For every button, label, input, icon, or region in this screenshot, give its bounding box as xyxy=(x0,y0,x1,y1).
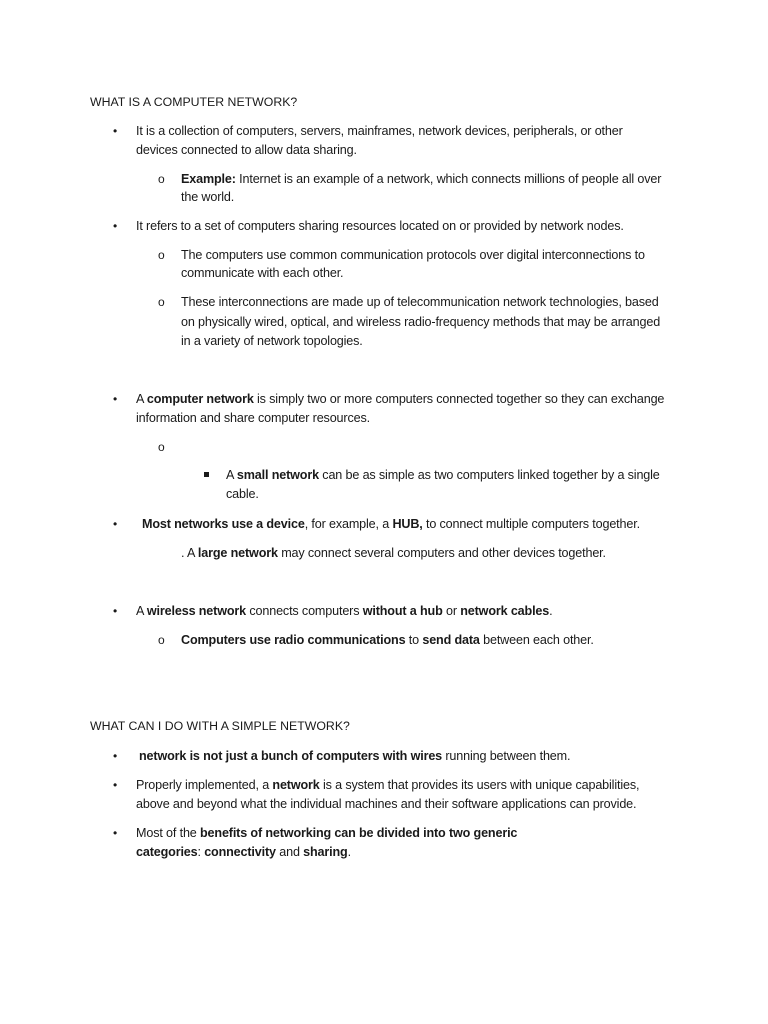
paragraph-line xyxy=(181,544,606,563)
paragraph-line xyxy=(136,602,553,621)
bullet-disc: • xyxy=(113,517,118,531)
text-run: Most of the xyxy=(136,826,200,840)
paragraph-line xyxy=(181,631,594,650)
paragraph-line: These interconnections are made up of telecommunication network technologies, based xyxy=(181,295,659,309)
paragraph-line: devices connected to allow data sharing. xyxy=(136,143,357,157)
heading-simple-network: WHAT CAN I DO WITH A SIMPLE NETWORK? xyxy=(90,719,350,733)
bold-text: wireless network xyxy=(146,604,247,618)
bullet-circle: o xyxy=(158,172,165,186)
text-run: connects computers xyxy=(246,604,363,618)
paragraph-line: information and share computer resources. xyxy=(136,411,370,425)
paragraph-line: above and beyond what the individual machines and their software applications can provide. xyxy=(136,797,637,811)
bold-text: large network xyxy=(197,546,278,560)
bullet-disc: • xyxy=(113,749,118,763)
bullet-circle: o xyxy=(158,295,165,309)
bullet-disc: • xyxy=(113,392,118,406)
text-run: and xyxy=(275,845,304,859)
paragraph-line: cable. xyxy=(226,487,259,501)
paragraph-line: communicate with each other. xyxy=(181,266,344,280)
text-run: . A xyxy=(181,546,198,560)
bullet-square xyxy=(204,472,209,477)
text-run: Internet is an example of a network, which connects millions of people all over xyxy=(235,172,662,186)
paragraph-line xyxy=(226,466,660,485)
bullet-circle: o xyxy=(158,440,165,454)
paragraph-line xyxy=(142,515,640,534)
text-run: to connect multiple computers together. xyxy=(422,517,640,531)
text-run: running between them. xyxy=(442,749,571,763)
bold-text: categories xyxy=(136,845,198,859)
text-run: between each other. xyxy=(479,633,594,647)
text-run: to xyxy=(405,633,423,647)
paragraph-line xyxy=(181,170,661,189)
text-run: is a system that provides its users with unique capabilities, xyxy=(319,778,640,792)
text-run: Properly implemented, a xyxy=(136,778,273,792)
paragraph-line: The computers use common communication protocols over digital interconnections to xyxy=(181,248,645,262)
paragraph-line xyxy=(139,747,570,766)
text-run: is simply two or more computers connected together so they can exchange xyxy=(253,392,665,406)
paragraph-line xyxy=(136,776,639,795)
bold-text: computer network xyxy=(146,392,254,406)
bold-text: sharing xyxy=(303,845,348,859)
text-run: or xyxy=(442,604,461,618)
bold-text: network xyxy=(272,778,320,792)
bold-text: connectivity xyxy=(204,845,276,859)
paragraph-line: the world. xyxy=(181,190,235,204)
paragraph-line: It refers to a set of computers sharing resources located on or provided by network nodes. xyxy=(136,219,624,233)
text-run: : xyxy=(197,845,205,859)
paragraph-line: in a variety of network topologies. xyxy=(181,334,363,348)
paragraph-line xyxy=(136,843,351,862)
paragraph-line xyxy=(136,824,517,843)
bullet-disc: • xyxy=(113,826,118,840)
bullet-disc: • xyxy=(113,124,118,138)
paragraph-line: on physically wired, optical, and wireless radio-frequency methods that may be arranged xyxy=(181,315,661,329)
text-run: can be as simple as two computers linked together by a single xyxy=(318,468,660,482)
bold-text: send data xyxy=(422,633,480,647)
text-run: may connect several computers and other devices together. xyxy=(277,546,606,560)
bullet-disc: • xyxy=(113,219,118,233)
bullet-circle: o xyxy=(158,248,165,262)
text-run: . xyxy=(549,604,553,618)
bold-text: small network xyxy=(236,468,319,482)
bold-text: network is not just a bunch of computers with wires xyxy=(139,749,443,763)
paragraph-line xyxy=(136,390,664,409)
bold-text: benefits of networking can be divided into two generic xyxy=(200,826,518,840)
text-run: . xyxy=(347,845,351,859)
text-run: , for example, a xyxy=(304,517,393,531)
bold-text: Example: xyxy=(181,172,236,186)
bold-text: Computers use radio communications xyxy=(181,633,406,647)
text-run: A xyxy=(136,392,147,406)
bullet-disc: • xyxy=(113,604,118,618)
paragraph-line: It is a collection of computers, servers, mainframes, network devices, peripherals, or other xyxy=(136,124,623,138)
bold-text: Most networks use a device xyxy=(142,517,305,531)
text-run: A xyxy=(136,604,147,618)
bold-text: HUB, xyxy=(392,517,423,531)
bold-text: network cables xyxy=(460,604,550,618)
text-run: A xyxy=(226,468,237,482)
heading-computer-network: WHAT IS A COMPUTER NETWORK? xyxy=(90,95,298,109)
bold-text: without a hub xyxy=(362,604,443,618)
bullet-circle: o xyxy=(158,633,165,647)
bullet-disc: • xyxy=(113,778,118,792)
